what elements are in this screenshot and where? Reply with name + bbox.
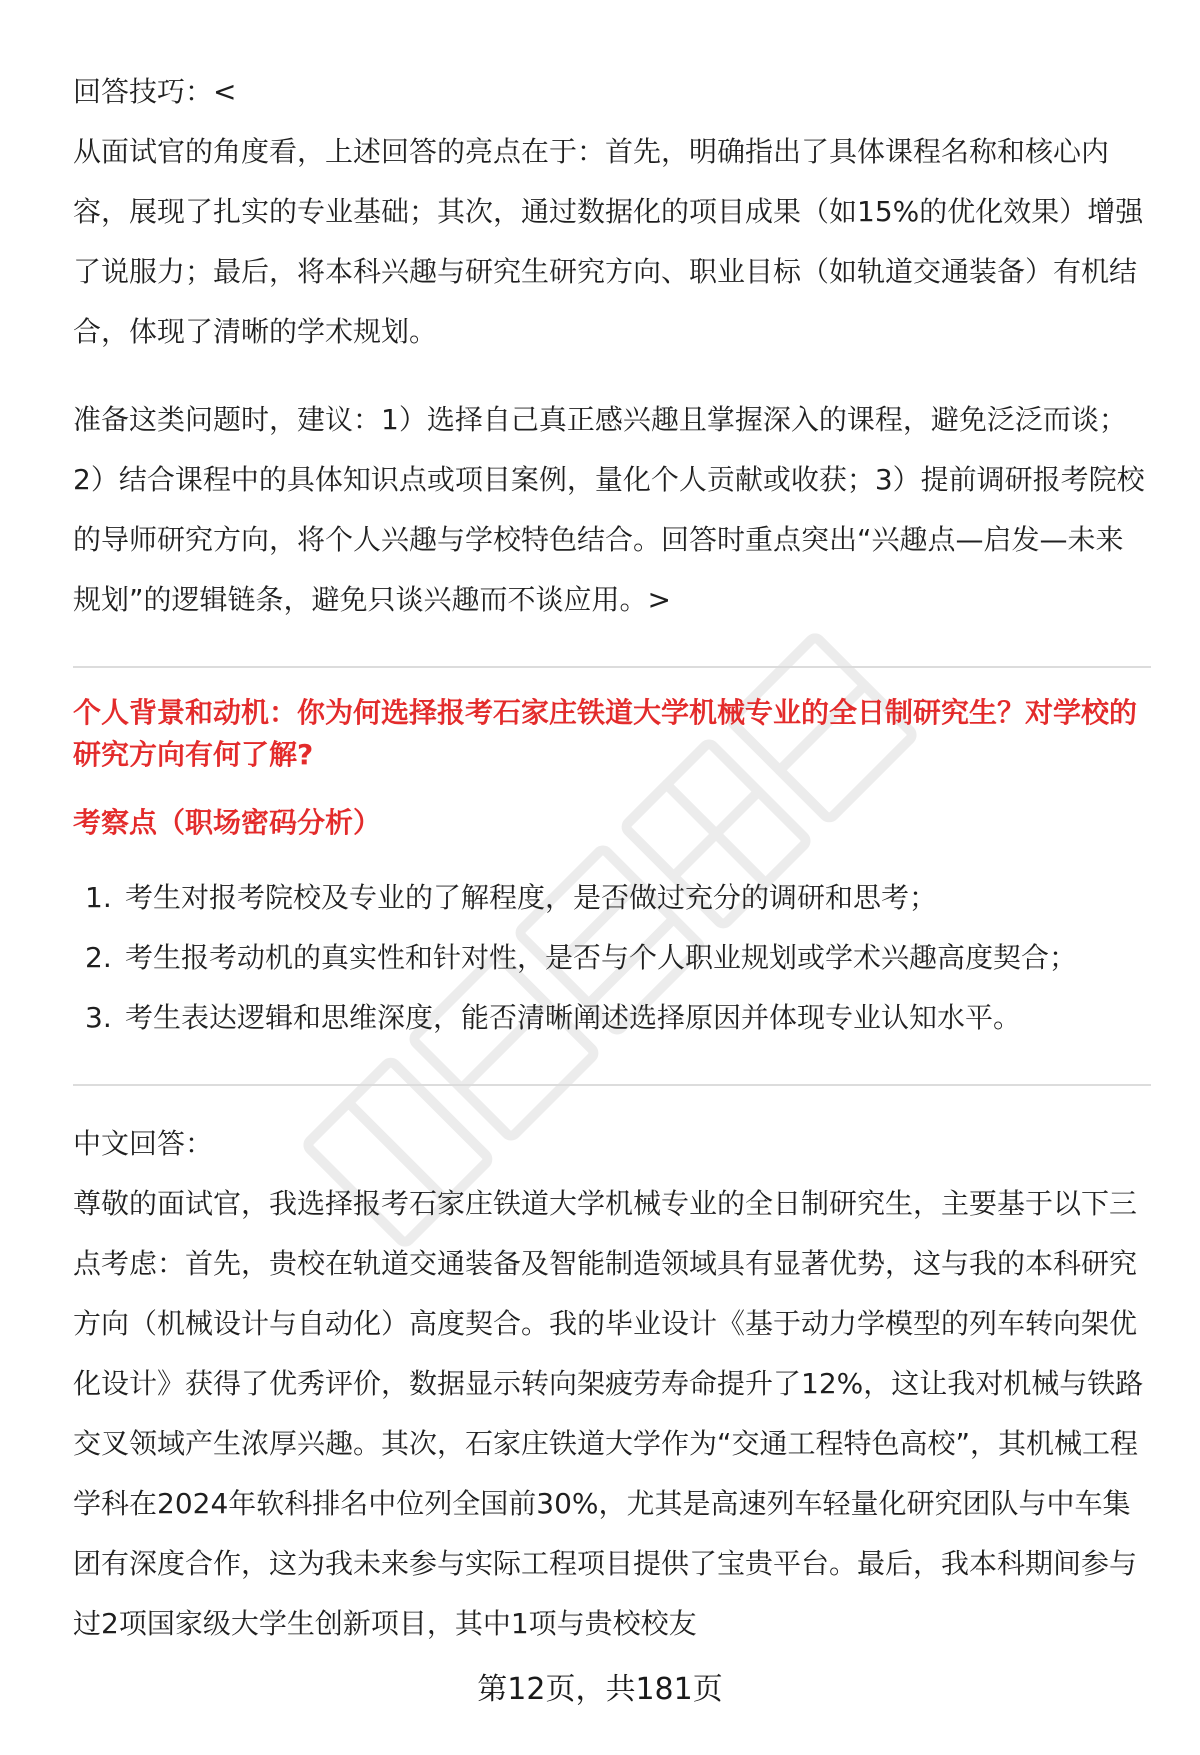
answer-label: 中文回答： (73, 1127, 214, 1160)
page-number: 第12页，共181页 (477, 1672, 723, 1707)
list-item (73, 988, 1151, 1048)
list-item-number: 1. (85, 881, 112, 914)
section-divider (73, 666, 1151, 668)
tips-paragraph-2: 准备这类问题时，建议：1）选择自己真正感兴趣且掌握深入的课程，避免泛泛而谈；2）结合课程中的具体知识点或项目案例，量化个人贡献或收获；3）提前调研报考院校的导师研究方向，将个人兴趣与学校特色结合。回答时重点突出“兴趣点—启发—未来规划”的逻辑链条，避免只谈兴趣而不谈应用。> (73, 403, 1145, 616)
list-item-text: 考生对报考院校及专业的了解程度，是否做过充分的调研和思考； (125, 881, 938, 914)
list-item (73, 868, 1151, 928)
question-title: 个人背景和动机：你为何选择报考石家庄铁道大学机械专业的全日制研究生？对学校的研究方向有何了解? (73, 696, 1138, 771)
list-item-number: 2. (85, 941, 112, 974)
assessment-heading: 考察点（职场密码分析） (73, 806, 382, 839)
tips-label: 回答技巧：< (73, 75, 237, 108)
list-item-text: 考生表达逻辑和思维深度，能否清晰阐述选择原因并体现专业认知水平。 (125, 1001, 1022, 1034)
list-item (73, 928, 1151, 988)
content-area (73, 62, 1151, 1654)
answer-paragraph: 尊敬的面试官，我选择报考石家庄铁道大学机械专业的全日制研究生，主要基于以下三点考虑：首先，贵校在轨道交通装备及智能制造领域具有显著优势，这与我的本科研究方向（机械设计与自动化）高度契合。我的毕业设计《基于动力学模型的列车转向架优化设计》获得了优秀评价，数据显示转向架疲劳寿命提升了12%，这让我对机械与铁路交叉领域产生浓厚兴趣。其次，石家庄铁道大学作为“交通工程特色高校”，其机械工程学科在2024年软科排名中位列全国前30%，尤其是高速列车轻量化研究团队与中车集团有深度合作，这为我未来参与实际工程项目提供了宝贵平台。最后，我本科期间参与过2项国家级大学生创新项目，其中1项与贵校校友 (73, 1187, 1144, 1640)
section-divider (73, 1084, 1151, 1086)
tips-paragraph-1: 从面试官的角度看，上述回答的亮点在于：首先，明确指出了具体课程名称和核心内容，展现了扎实的专业基础；其次，通过数据化的项目成果（如15%的优化效果）增强了说服力；最后，将本科兴趣与研究生研究方向、职业目标（如轨道交通装备）有机结合，体现了清晰的学术规划。 (73, 135, 1144, 348)
list-item-number: 3. (85, 1001, 112, 1034)
assessment-points (73, 868, 1151, 1048)
list-item-text: 考生报考动机的真实性和针对性，是否与个人职业规划或学术兴趣高度契合； (125, 941, 1078, 974)
